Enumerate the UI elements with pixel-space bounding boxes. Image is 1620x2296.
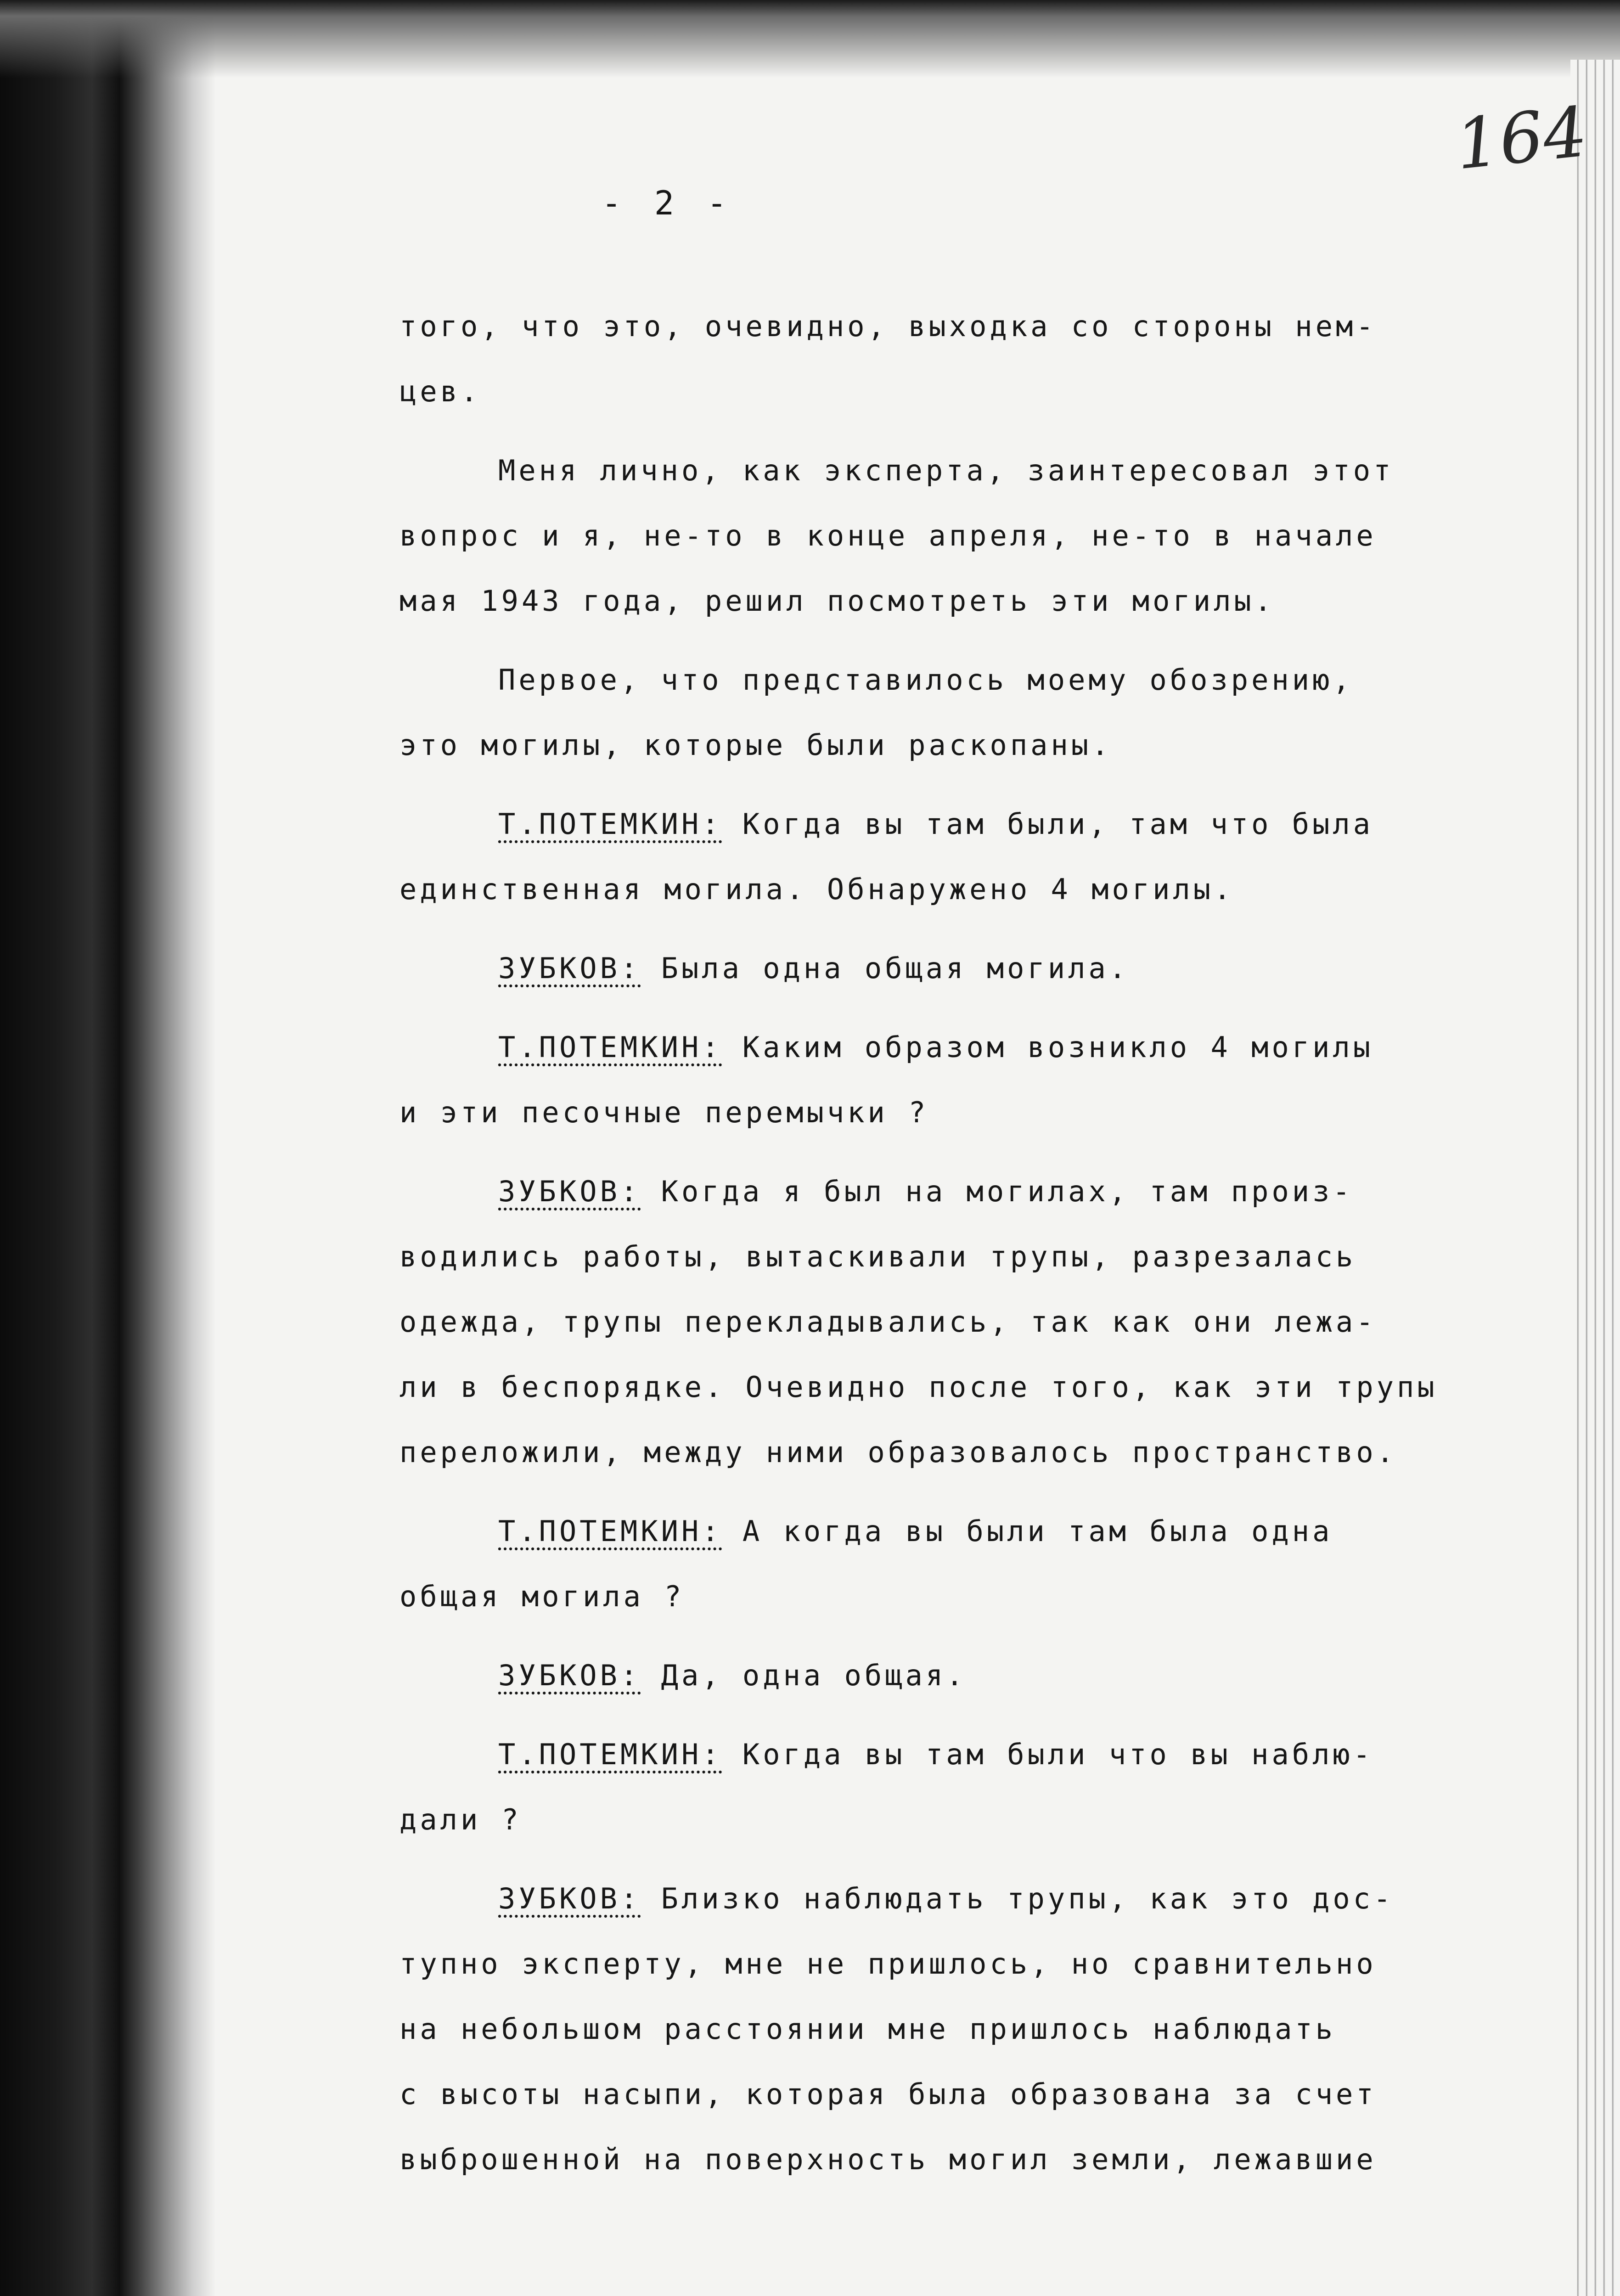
text-line [399, 1866, 1524, 1931]
text-line [399, 1722, 1524, 1787]
paragraph [399, 792, 1524, 922]
page-number: - 2 - [602, 184, 733, 222]
line-text: Да, одна общая. [641, 1659, 967, 1692]
page-top-shadow [0, 0, 1620, 78]
speaker-label: ЗУБКОВ: [498, 951, 641, 985]
speaker-label: ЗУБКОВ: [498, 1659, 641, 1692]
line-text: одежда, трупы перекладывались, так как они лежа- [399, 1305, 1377, 1339]
text-line [399, 857, 1524, 922]
book-binding-shadow [0, 0, 216, 2296]
paragraph [399, 294, 1524, 424]
line-text: Меня лично, как эксперта, заинтересовал этот [498, 454, 1394, 487]
paragraph [399, 936, 1524, 1001]
line-text: тупно эксперту, мне не пришлось, но сравнительно [399, 1947, 1377, 1981]
text-line [399, 792, 1524, 857]
text-line [399, 713, 1524, 778]
text-line [399, 294, 1524, 359]
speaker-label: Т.ПОТЕМКИН: [498, 1738, 722, 1771]
paragraph [399, 1015, 1524, 1145]
line-text: на небольшом расстоянии мне пришлось наблюдать [399, 2012, 1336, 2046]
text-line [399, 1080, 1524, 1145]
text-line [399, 1015, 1524, 1080]
text-line [399, 1997, 1524, 2062]
text-line [399, 503, 1524, 568]
text-line [399, 1289, 1524, 1355]
text-line [399, 647, 1524, 713]
paragraph-gap [399, 778, 1524, 792]
paragraph [399, 647, 1524, 778]
line-text: ли в беспорядке. Очевидно после того, как эти трупы [399, 1370, 1438, 1404]
speaker-label: ЗУБКОВ: [498, 1882, 641, 1915]
speaker-label: ЗУБКОВ: [498, 1175, 641, 1208]
line-text: Когда я был на могилах, там произ- [641, 1175, 1353, 1208]
line-text: того, что это, очевидно, выходка со стороны нем- [399, 310, 1377, 343]
text-line [399, 1931, 1524, 1997]
text-line [399, 1787, 1524, 1852]
line-text: Когда вы там были, там что была [722, 807, 1374, 841]
text-line [399, 1643, 1524, 1708]
paragraph-gap [399, 1001, 1524, 1015]
line-text: с высоты насыпи, которая была образована за счет [399, 2077, 1377, 2111]
text-line [399, 2127, 1524, 2192]
line-text: Когда вы там были что вы наблю- [722, 1738, 1374, 1771]
paragraph-gap [399, 1708, 1524, 1722]
paragraph-gap [399, 2192, 1524, 2206]
line-text: единственная могила. Обнаружено 4 могилы. [399, 872, 1234, 906]
text-line [399, 568, 1524, 634]
paragraph [399, 1866, 1524, 2192]
speaker-label: Т.ПОТЕМКИН: [498, 1514, 722, 1548]
line-text: общая могила ? [399, 1580, 685, 1613]
line-text: переложили, между ними образовалось пространство. [399, 1435, 1397, 1469]
line-text: Каким образом возникло 4 могилы [722, 1030, 1374, 1064]
paragraph-gap [399, 634, 1524, 647]
paragraph-gap [399, 1145, 1524, 1159]
paragraph-gap [399, 1485, 1524, 1499]
line-text: дали ? [399, 1803, 522, 1836]
line-text: это могилы, которые были раскопаны. [399, 728, 1112, 762]
paragraph [399, 1499, 1524, 1629]
line-text: водились работы, вытаскивали трупы, разрезалась [399, 1240, 1356, 1273]
line-text: выброшенной на поверхность могил земли, лежавшие [399, 2143, 1377, 2176]
line-text: цев. [399, 375, 481, 408]
paragraph [399, 1643, 1524, 1708]
line-text: Была одна общая могила. [641, 951, 1130, 985]
paragraph [399, 1159, 1524, 1485]
speaker-label: Т.ПОТЕМКИН: [498, 1030, 722, 1064]
text-line [399, 438, 1524, 503]
text-line [399, 936, 1524, 1001]
text-line [399, 1499, 1524, 1564]
paragraph [399, 1722, 1524, 1852]
text-line [399, 1159, 1524, 1224]
line-text: А когда вы были там была одна [722, 1514, 1333, 1548]
paragraph-gap [399, 1852, 1524, 1866]
speaker-label: Т.ПОТЕМКИН: [498, 807, 722, 841]
line-text: и эти песочные перемычки ? [399, 1096, 929, 1129]
line-text: Первое, что представилось моему обозрению, [498, 663, 1353, 697]
line-text: вопрос и я, не-то в конце апреля, не-то в начале [399, 519, 1377, 552]
text-line [399, 1355, 1524, 1420]
text-line [399, 1224, 1524, 1289]
archive-folio-number: 164 [1451, 92, 1591, 186]
line-text: Близко наблюдать трупы, как это дос- [641, 1882, 1394, 1915]
line-text: мая 1943 года, решил посмотреть эти могилы. [399, 584, 1275, 618]
text-line [399, 1420, 1524, 1485]
text-line [399, 359, 1524, 424]
text-line [399, 1564, 1524, 1629]
text-line [399, 2062, 1524, 2127]
paragraph [399, 438, 1524, 634]
paragraph-gap [399, 424, 1524, 438]
paragraph-gap [399, 1629, 1524, 1643]
paragraph-gap [399, 922, 1524, 936]
document-body [399, 294, 1524, 2206]
page-stack-edge [1570, 60, 1620, 2296]
